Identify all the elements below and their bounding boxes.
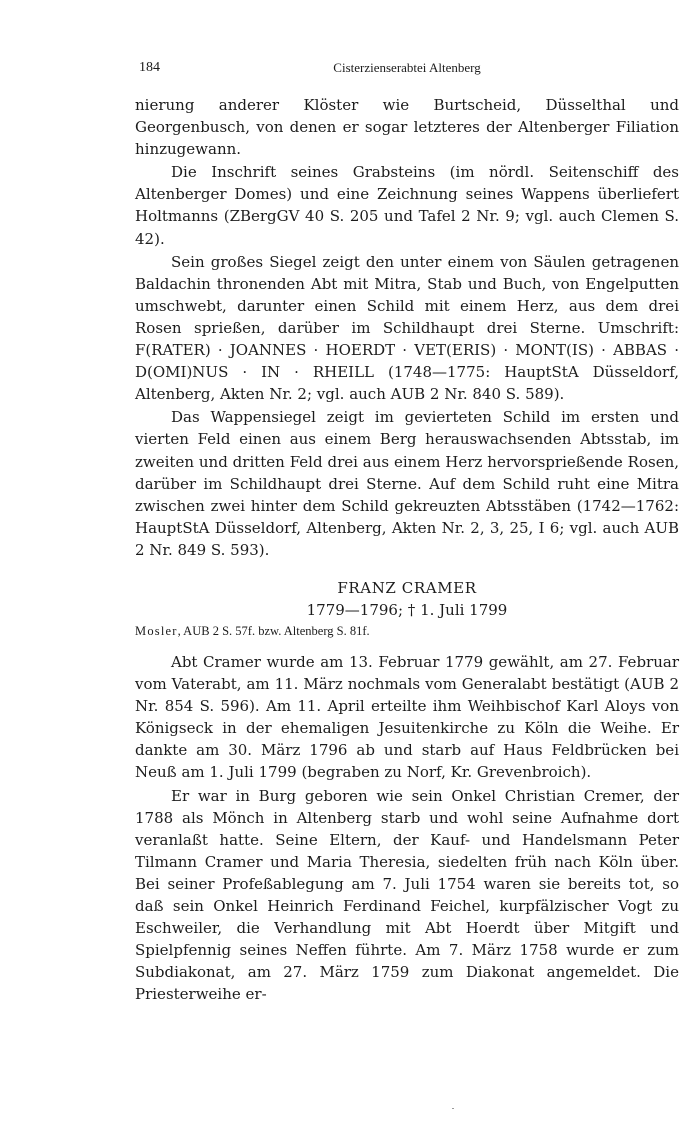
sources-author: Mosler [135, 623, 178, 638]
paragraph-election: Abt Cramer wurde am 13. Februar 1779 gewählt, am 27. Februar vom Vaterabt, am 11. März nochmals vom Generalabt bestätigt (AUB 2 Nr. 854 S. 596). Am 11. April erteilte ihm Weihbischof Karl Aloys von Königseck in der ehemaligen Jesuitenkirche zu Köln die Weihe. Er dankte am 30. März 1796 ab und starb auf Haus Feldbrücken bei Neuß am 1. Juli 1799 (begraben zu Norf, Kr. Grevenbroich). [135, 652, 679, 782]
section-heading: FRANZ CRAMER [337, 578, 477, 597]
running-header [135, 60, 679, 82]
section-dates: 1779—1796; † 1. Juli 1799 [306, 600, 508, 619]
paragraph-great-seal: Sein großes Siegel zeigt den unter einem von Säulen getragenen Baldachin thronenden Abt mit Mitra, Stab und Buch, von Engelputten umschwebt, darunter einen Schild mit einem Herz, aus dem drei Rosen sprießen, darüber im Schildhaupt drei Sterne. Umschrift: F(RATER) · JOANNES · HOERDT · VET(ERIS) · MONT(IS) · ABBAS · D(OMI)NUS · IN · RHEILL (1748—1775: HauptStA Düsseldorf, Altenberg, Akten Nr. 2; vgl. auch AUB 2 Nr. 840 S. 589). [135, 252, 679, 404]
document-page [135, 60, 679, 1005]
running-title: Cisterzienserabtei Altenberg [333, 60, 481, 75]
sources-line [135, 621, 679, 641]
paragraph-coat-of-arms-seal: Das Wappensiegel zeigt im gevierteten Schild im ersten und vierten Feld einen aus einem Berg herauswachsenden Abtsstab, im zweiten und dritten Feld drei aus einem Herz hervorsprießende Rosen, darüber im Schildhaupt drei Sterne. Auf dem Schild ruht eine Mitra zwischen zwei hinter dem Schild gekreuzten Abtsstäben (1742—1762: HauptStA Düsseldorf, Altenberg, Akten Nr. 2, 3, 25, I 6; vgl. auch AUB 2 Nr. 849 S. 593). [135, 408, 679, 559]
paragraph-inscription: Die Inschrift seines Grabsteins (im nördl. Seitenschiff des Altenberger Domes) und eine Zeichnung seines Wappens überliefert Holtmanns (ZBergGV 40 S. 205 und Tafel 2 Nr. 9; vgl. auch Clemen S. 42). [135, 163, 679, 248]
paragraph-continuation: nierung anderer Klöster wie Burtscheid, Düsselthal und Georgenbusch, von denen er sogar letzteres der Altenberger Filiation hinzugewann. [135, 96, 679, 159]
page-number: 184 [139, 60, 160, 75]
abbot-section [135, 577, 679, 1006]
paragraph-biography: Er war in Burg geboren wie sein Onkel Christian Cremer, der 1788 als Mönch in Altenberg starb und wohl seine Aufnahme dort veranlaßt hatte. Seine Eltern, der Kauf- und Handelsmann Peter Tilmann Cramer und Maria Theresia, siedelten früh nach Köln über. Bei seiner Profeßablegung am 7. Juli 1754 waren sie bereits tot, so daß sein Onkel Heinrich Ferdinand Feichel, kurpfälzischer Vogt zu Eschweiler, die Verhandlung mit Abt Hoerdt über Mitgift und Spielpfennig seines Neffen führte. Am 7. März 1758 wurde er zum Subdiakonat, am 27. März 1759 zum Diakonat angemeldet. Die Priesterweihe er- [135, 786, 679, 1004]
sources-references: , AUB 2 S. 57f. bzw. Altenberg S. 81f. [177, 623, 370, 638]
page-speck [452, 1108, 454, 1109]
